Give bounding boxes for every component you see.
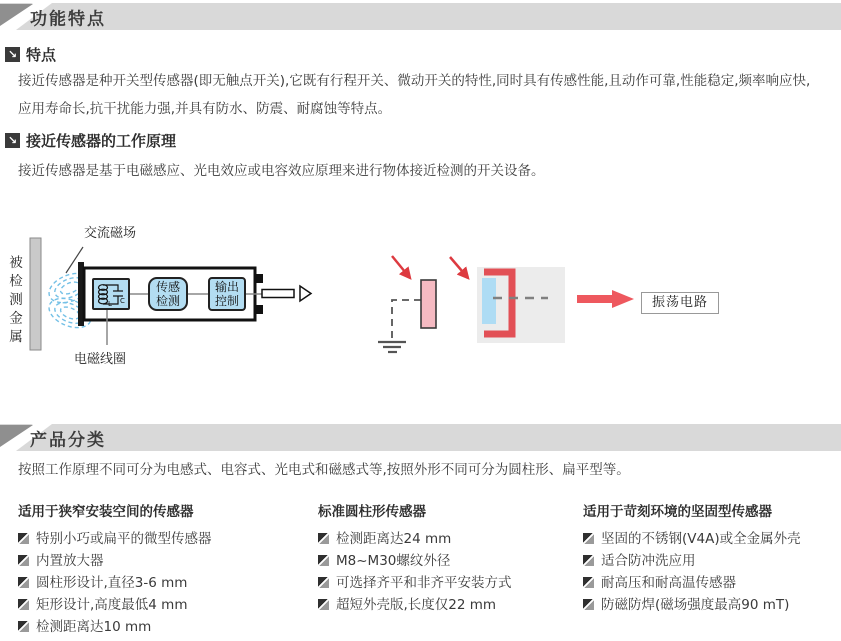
feature-list (583, 531, 801, 613)
principle-subheading-label: 接近传感器的工作原理 (26, 132, 177, 150)
features-paragraph-line2: 应用寿命长,抗干扰能力强,并具有防水、防震、耐腐蚀等特点。 (18, 101, 392, 117)
body-notch-bottom (255, 305, 263, 314)
column-standard-cylindrical (318, 500, 512, 619)
list-item (318, 553, 512, 569)
list-item-text: 特别小巧或扁平的微型传感器 (36, 531, 212, 547)
detected-metal-label: 被检测金属 (6, 255, 22, 348)
flag-bullet-icon (583, 577, 594, 588)
list-item (583, 531, 801, 547)
principle-subheading (5, 130, 176, 151)
list-item-text: 适合防冲洗应用 (601, 553, 696, 569)
list-item-text: 坚固的不锈钢(V4A)或全金属外壳 (601, 531, 801, 547)
list-item-text: M8~M30螺纹外径 (336, 553, 451, 569)
output-control-line1: 输出 (214, 280, 239, 294)
classification-intro: 按照工作原理不同可分为电感式、电容式、光电式和磁感式等,按照外形不同可分为圆柱形、扁平型等。 (18, 462, 630, 478)
arrow-down-right-icon: ↘ (5, 47, 20, 62)
features-subheading-label: 特点 (26, 46, 57, 64)
list-item (318, 597, 512, 613)
list-item-text: 耐高压和耐高温传感器 (601, 575, 736, 591)
column-title: 适用于狭窄安装空间的传感器 (18, 504, 194, 520)
metal-target-bar (30, 238, 41, 350)
flag-bullet-icon (18, 577, 29, 588)
flag-bullet-icon (18, 599, 29, 610)
column-title: 适用于苛刻环境的坚固型传感器 (583, 504, 772, 520)
ground-symbol (378, 342, 406, 352)
inductor-label: L (108, 300, 112, 308)
column-rugged-sensors (583, 500, 801, 619)
signal-arrow-head (612, 290, 634, 308)
red-pointer-arrow-1 (392, 256, 410, 278)
flag-bullet-icon (318, 555, 329, 566)
list-item (318, 575, 512, 591)
features-paragraph (18, 67, 810, 123)
section-title-classification: 产品分类 (30, 430, 106, 450)
arrow-down-right-icon: ↘ (5, 133, 20, 148)
ground-wire (392, 300, 421, 340)
list-item (583, 575, 801, 591)
flag-bullet-icon (318, 599, 329, 610)
lc-circuit-glyph (94, 280, 128, 308)
flag-bullet-icon (18, 555, 29, 566)
flag-bullet-icon (18, 621, 29, 632)
sensing-detection-line1: 传感 (155, 280, 180, 294)
features-paragraph-line1: 接近传感器是种开关型传感器(即无触点开关),它既有行程开关、微动开关的特性,同时具有传感性能,且动作可靠,性能稳定,频率响应快, (18, 73, 811, 89)
flag-bullet-icon (18, 533, 29, 544)
body-notch-top (255, 274, 263, 283)
capacitor-label: C (120, 297, 125, 305)
list-item-text: 内置放大器 (36, 553, 104, 569)
list-item-text: 检测距离达10 mm (36, 619, 152, 635)
list-item-text: 圆柱形设计,直径3-6 mm (36, 575, 188, 591)
list-item (18, 575, 212, 591)
list-item (318, 531, 512, 547)
output-control-block (208, 277, 246, 311)
list-item-text: 超短外壳版,长度仅22 mm (336, 597, 497, 613)
sensing-detection-block (148, 277, 188, 311)
output-arrow (300, 286, 311, 301)
flag-bullet-icon (583, 555, 594, 566)
coil-label: 电磁线圈 (74, 352, 127, 367)
sensing-electrode-blue (482, 278, 496, 324)
list-item-text: 可选择齐平和非齐平安装方式 (336, 575, 512, 591)
section-bar-features (0, 3, 841, 30)
list-item-text: 矩形设计,高度最低4 mm (36, 597, 188, 613)
flag-bullet-icon (318, 577, 329, 588)
working-principle-diagram (0, 210, 841, 410)
flag-bullet-icon (318, 533, 329, 544)
oscillator-circuit-box: 振荡电路 (641, 292, 719, 314)
section-bar-classification (0, 424, 841, 451)
output-cable (262, 290, 294, 298)
lc-oscillator-block (92, 278, 130, 310)
flag-bullet-icon (583, 599, 594, 610)
principle-paragraph: 接近传感器是基于电磁感应、光电效应或电容效应原理来进行物体接近检测的开关设备。 (18, 163, 545, 179)
column-compact-sensors (18, 500, 212, 641)
flag-bullet-icon (583, 533, 594, 544)
section-title-features: 功能特点 (30, 9, 106, 29)
target-object (421, 280, 436, 328)
feature-list (318, 531, 512, 613)
features-subheading (5, 44, 56, 65)
output-control-line2: 控制 (214, 294, 239, 308)
list-item (18, 553, 212, 569)
sensing-detection-line2: 检测 (155, 294, 180, 308)
list-item (18, 531, 212, 547)
list-item (583, 553, 801, 569)
list-item (18, 619, 212, 635)
list-item-text: 防磁防焊(磁场强度最高90 mT) (601, 597, 790, 613)
list-item (18, 597, 212, 613)
list-item-text: 检测距离达24 mm (336, 531, 452, 547)
column-title: 标准圆柱形传感器 (318, 504, 426, 520)
list-item (583, 597, 801, 613)
feature-list (18, 531, 212, 635)
ac-field-label: 交流磁场 (84, 226, 137, 241)
red-pointer-arrow-2 (450, 257, 468, 278)
